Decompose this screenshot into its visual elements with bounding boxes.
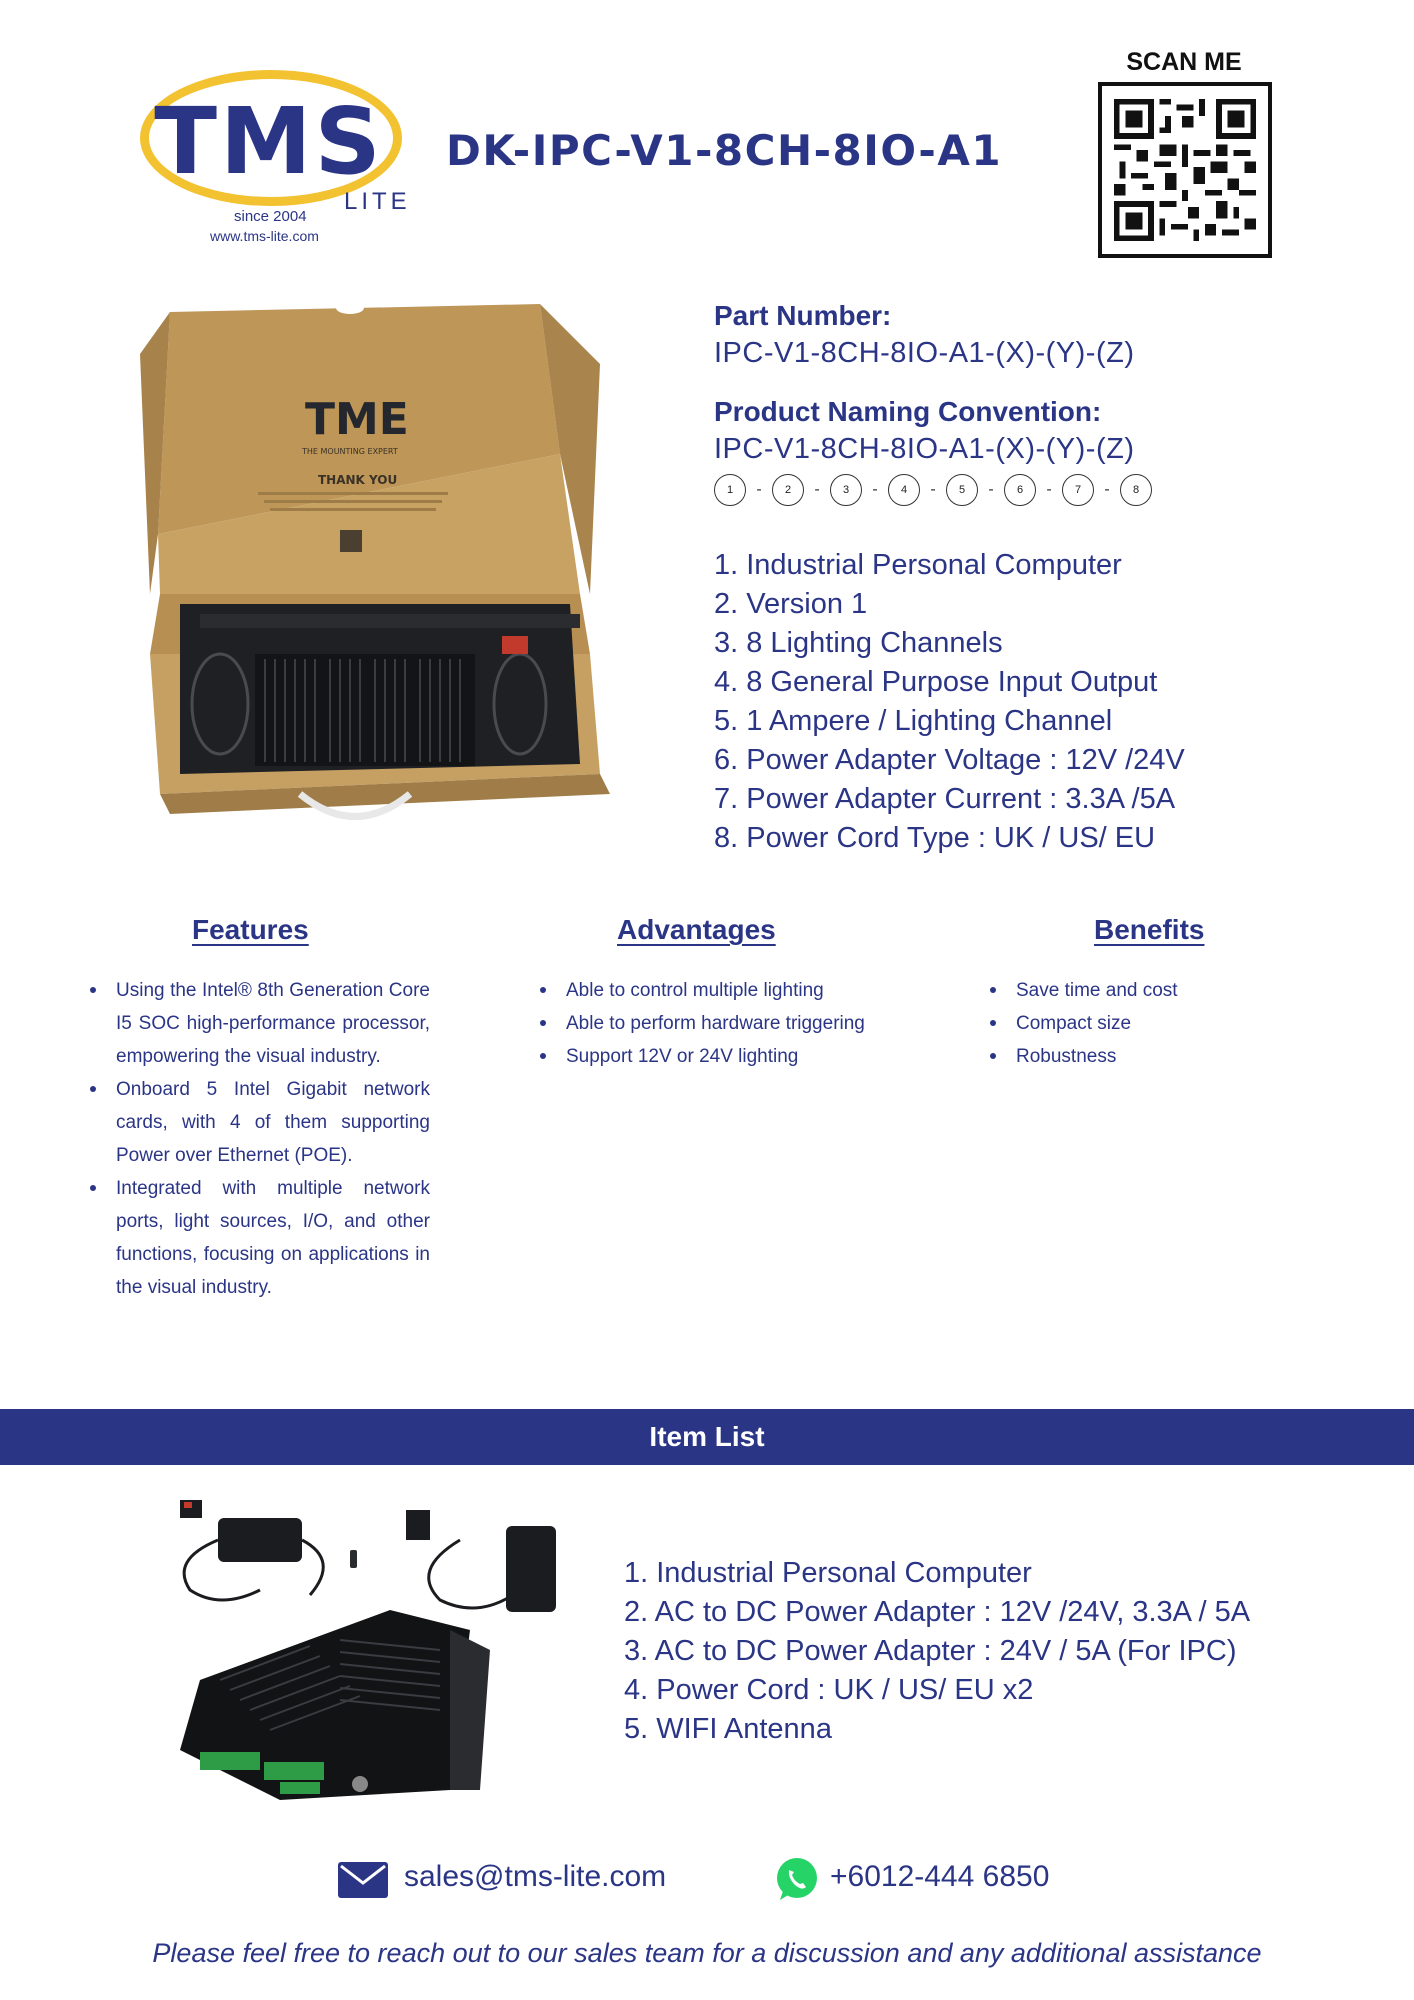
list-item: 8. Power Cord Type : UK / US/ EU (714, 822, 1156, 854)
item-list-banner (0, 1409, 1414, 1465)
logo-brand: TMS (154, 88, 384, 195)
features-heading: Features (192, 914, 309, 945)
advantages-heading: Advantages (617, 914, 776, 945)
naming-circle: 6 (1004, 474, 1036, 506)
box-brand: TME (305, 394, 409, 445)
list-item: Integrated with multiple network ports, light sources, I/O, and other functions, focusing on applications in the visual industry. (88, 1172, 430, 1304)
box-tagline: THE MOUNTING EXPERT (302, 447, 398, 456)
qr-code[interactable] (1098, 82, 1272, 258)
list-item: Using the Intel® 8th Generation Core I5 SOC high-performance processor, empowering the visual industry. (88, 974, 430, 1073)
list-item: Support 12V or 24V lighting (538, 1040, 882, 1073)
naming-circle: 8 (1120, 474, 1152, 506)
list-item: Able to control multiple lighting (538, 974, 882, 1007)
footer-note: Please feel free to reach out to our sales team for a discussion and any additional assistance (152, 1938, 1262, 1968)
list-item: 4. 8 General Purpose Input Output (714, 666, 1158, 698)
list-item: 5. WIFI Antenna (624, 1713, 832, 1745)
benefits-list (988, 974, 1288, 1073)
list-item: 7. Power Adapter Current : 3.3A /5A (714, 783, 1176, 815)
phone-link[interactable]: +6012-444 6850 (830, 1860, 1050, 1893)
naming-circle: 1 (714, 474, 746, 506)
naming-circle: 5 (946, 474, 978, 506)
part-number: IPC-V1-8CH-8IO-A1-(X)-(Y)-(Z) (714, 337, 1135, 369)
list-item: 3. AC to DC Power Adapter : 24V / 5A (For IPC) (624, 1635, 1237, 1667)
list-item: 1. Industrial Personal Computer (714, 549, 1122, 581)
list-item: 2. Version 1 (714, 588, 868, 620)
list-item: Save time and cost (988, 974, 1288, 1007)
naming-code: IPC-V1-8CH-8IO-A1-(X)-(Y)-(Z) (714, 433, 1135, 465)
part-number-heading: Part Number: (714, 300, 892, 331)
naming-circle: 7 (1062, 474, 1094, 506)
list-item: 5. 1 Ampere / Lighting Channel (714, 705, 1113, 737)
list-item: Compact size (988, 1007, 1288, 1040)
email-link[interactable]: sales@tms-lite.com (404, 1860, 667, 1893)
item-list (624, 1554, 1250, 1749)
list-item: 2. AC to DC Power Adapter : 12V /24V, 3.3A / 5A (624, 1596, 1251, 1628)
box-thank-you: THANK YOU (318, 473, 398, 487)
product-info (714, 298, 1374, 858)
whatsapp-icon (774, 1856, 820, 1902)
mail-icon (338, 1862, 388, 1898)
benefits-heading: Benefits (1094, 914, 1205, 945)
list-item: 4. Power Cord : UK / US/ EU x2 (624, 1674, 1034, 1706)
naming-heading: Product Naming Convention: (714, 396, 1102, 427)
logo-sub: LITE (344, 188, 411, 215)
naming-circle: 4 (888, 474, 920, 506)
advantages-list (538, 974, 882, 1073)
list-item: 6. Power Adapter Voltage : 12V /24V (714, 744, 1185, 776)
list-item: Robustness (988, 1040, 1288, 1073)
features-list (88, 974, 430, 1304)
company-logo (138, 66, 414, 246)
item-list-heading: Item List (649, 1421, 765, 1452)
logo-since: since 2004 (234, 208, 307, 225)
scan-label: SCAN ME (1126, 48, 1242, 76)
product-box-image (140, 294, 610, 834)
logo-website[interactable]: www.tms-lite.com (210, 228, 319, 244)
naming-index-circles: 1 - 2 - 3 - 4 - 5 - 6 - 7 - 8 (714, 472, 1374, 508)
package-contents-image (160, 1500, 580, 1820)
naming-circle: 3 (830, 474, 862, 506)
list-item: Onboard 5 Intel Gigabit network cards, with 4 of them supporting Power over Ethernet (POE). (88, 1073, 430, 1172)
naming-circle: 2 (772, 474, 804, 506)
list-item: 3. 8 Lighting Channels (714, 627, 1003, 659)
naming-list (714, 546, 1374, 858)
list-item: Able to perform hardware triggering (538, 1007, 882, 1040)
qr-code-icon (1114, 98, 1256, 242)
product-title: DK-IPC-V1-8CH-8IO-A1 (446, 126, 1003, 175)
list-item: 1. Industrial Personal Computer (624, 1557, 1032, 1589)
